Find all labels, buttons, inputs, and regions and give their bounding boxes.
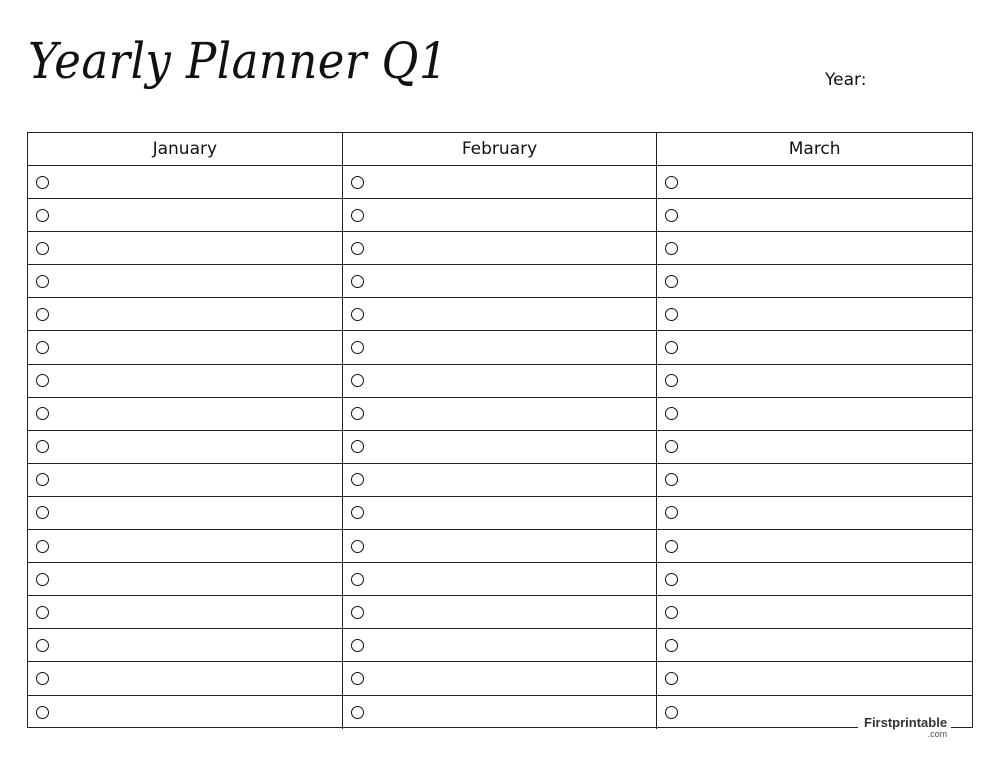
- month-header: January: [28, 133, 342, 166]
- checkbox-circle[interactable]: [351, 209, 364, 222]
- entry-row[interactable]: [343, 530, 657, 563]
- entry-row[interactable]: [343, 662, 657, 695]
- entry-row[interactable]: [657, 563, 972, 596]
- checkbox-circle[interactable]: [665, 706, 678, 719]
- entry-row[interactable]: [28, 662, 342, 695]
- checkbox-circle[interactable]: [351, 473, 364, 486]
- entry-row[interactable]: [657, 331, 972, 364]
- checkbox-circle[interactable]: [665, 308, 678, 321]
- checkbox-circle[interactable]: [351, 672, 364, 685]
- entry-row[interactable]: [343, 464, 657, 497]
- checkbox-circle[interactable]: [351, 540, 364, 553]
- entry-row[interactable]: [28, 596, 342, 629]
- entry-row[interactable]: [28, 166, 342, 199]
- entry-row[interactable]: [657, 431, 972, 464]
- entry-row[interactable]: [28, 199, 342, 232]
- checkbox-circle[interactable]: [665, 606, 678, 619]
- checkbox-circle[interactable]: [36, 440, 49, 453]
- checkbox-circle[interactable]: [351, 506, 364, 519]
- year-label: Year:: [825, 70, 867, 90]
- entry-row[interactable]: [343, 497, 657, 530]
- entry-row[interactable]: [28, 298, 342, 331]
- checkbox-circle[interactable]: [36, 573, 49, 586]
- checkbox-circle[interactable]: [351, 440, 364, 453]
- month-column-february: [343, 133, 658, 729]
- entry-row[interactable]: [343, 629, 657, 662]
- entry-row[interactable]: [657, 662, 972, 695]
- checkbox-circle[interactable]: [36, 639, 49, 652]
- brand-name: Firstprintable: [864, 715, 948, 730]
- checkbox-circle[interactable]: [665, 275, 678, 288]
- checkbox-circle[interactable]: [351, 275, 364, 288]
- checkbox-circle[interactable]: [665, 473, 678, 486]
- entry-row[interactable]: [28, 265, 342, 298]
- checkbox-circle[interactable]: [665, 540, 678, 553]
- checkbox-circle[interactable]: [36, 672, 49, 685]
- entry-row[interactable]: [343, 166, 657, 199]
- entry-row[interactable]: [28, 530, 342, 563]
- entry-row[interactable]: [343, 431, 657, 464]
- brand-tld: .com: [927, 729, 948, 739]
- month-header: March: [657, 133, 972, 166]
- entry-row[interactable]: [343, 232, 657, 265]
- planner-table: [27, 132, 973, 728]
- entry-row[interactable]: [657, 365, 972, 398]
- entry-row[interactable]: [657, 530, 972, 563]
- entry-row[interactable]: [343, 365, 657, 398]
- checkbox-circle[interactable]: [36, 540, 49, 553]
- entry-row[interactable]: [343, 596, 657, 629]
- checkbox-circle[interactable]: [351, 242, 364, 255]
- checkbox-circle[interactable]: [36, 606, 49, 619]
- checkbox-circle[interactable]: [351, 374, 364, 387]
- entry-row[interactable]: [657, 629, 972, 662]
- month-column-march: [657, 133, 972, 729]
- entry-row[interactable]: [28, 398, 342, 431]
- entry-row[interactable]: [28, 331, 342, 364]
- checkbox-circle[interactable]: [665, 573, 678, 586]
- checkbox-circle[interactable]: [665, 440, 678, 453]
- checkbox-circle[interactable]: [665, 242, 678, 255]
- checkbox-circle[interactable]: [351, 706, 364, 719]
- checkbox-circle[interactable]: [36, 473, 49, 486]
- entry-row[interactable]: [343, 331, 657, 364]
- entry-row[interactable]: [28, 629, 342, 662]
- checkbox-circle[interactable]: [36, 706, 49, 719]
- checkbox-circle[interactable]: [351, 639, 364, 652]
- entry-row[interactable]: [343, 398, 657, 431]
- checkbox-circle[interactable]: [36, 374, 49, 387]
- month-column-january: [28, 133, 343, 729]
- entry-row[interactable]: [28, 497, 342, 530]
- entry-row[interactable]: [343, 696, 657, 729]
- checkbox-circle[interactable]: [36, 242, 49, 255]
- checkbox-circle[interactable]: [665, 639, 678, 652]
- checkbox-circle[interactable]: [665, 506, 678, 519]
- checkbox-circle[interactable]: [36, 209, 49, 222]
- entry-row[interactable]: [657, 464, 972, 497]
- checkbox-circle[interactable]: [351, 407, 364, 420]
- checkbox-circle[interactable]: [351, 606, 364, 619]
- checkbox-circle[interactable]: [351, 341, 364, 354]
- entry-row[interactable]: [28, 563, 342, 596]
- checkbox-circle[interactable]: [665, 672, 678, 685]
- checkbox-circle[interactable]: [665, 176, 678, 189]
- checkbox-circle[interactable]: [36, 407, 49, 420]
- brand-logo: [858, 716, 951, 739]
- entry-row[interactable]: [343, 298, 657, 331]
- entry-row[interactable]: [657, 232, 972, 265]
- entry-row[interactable]: [657, 497, 972, 530]
- entry-row[interactable]: [657, 298, 972, 331]
- checkbox-circle[interactable]: [36, 308, 49, 321]
- checkbox-circle[interactable]: [36, 341, 49, 354]
- entry-row[interactable]: [343, 265, 657, 298]
- entry-row[interactable]: [28, 464, 342, 497]
- entry-row[interactable]: [343, 199, 657, 232]
- page-title: Yearly Planner Q1: [28, 32, 448, 90]
- entry-row[interactable]: [28, 365, 342, 398]
- checkbox-circle[interactable]: [36, 506, 49, 519]
- checkbox-circle[interactable]: [36, 176, 49, 189]
- entry-row[interactable]: [28, 696, 342, 729]
- entry-row[interactable]: [343, 563, 657, 596]
- entry-row[interactable]: [657, 398, 972, 431]
- entry-row[interactable]: [657, 166, 972, 199]
- checkbox-circle[interactable]: [351, 573, 364, 586]
- checkbox-circle[interactable]: [665, 407, 678, 420]
- month-header: February: [343, 133, 657, 166]
- entry-row[interactable]: [28, 431, 342, 464]
- entry-row[interactable]: [657, 265, 972, 298]
- checkbox-circle[interactable]: [36, 275, 49, 288]
- checkbox-circle[interactable]: [665, 374, 678, 387]
- entry-row[interactable]: [657, 199, 972, 232]
- checkbox-circle[interactable]: [665, 341, 678, 354]
- entry-row[interactable]: [28, 232, 342, 265]
- checkbox-circle[interactable]: [351, 308, 364, 321]
- entry-row[interactable]: [657, 596, 972, 629]
- checkbox-circle[interactable]: [665, 209, 678, 222]
- checkbox-circle[interactable]: [351, 176, 364, 189]
